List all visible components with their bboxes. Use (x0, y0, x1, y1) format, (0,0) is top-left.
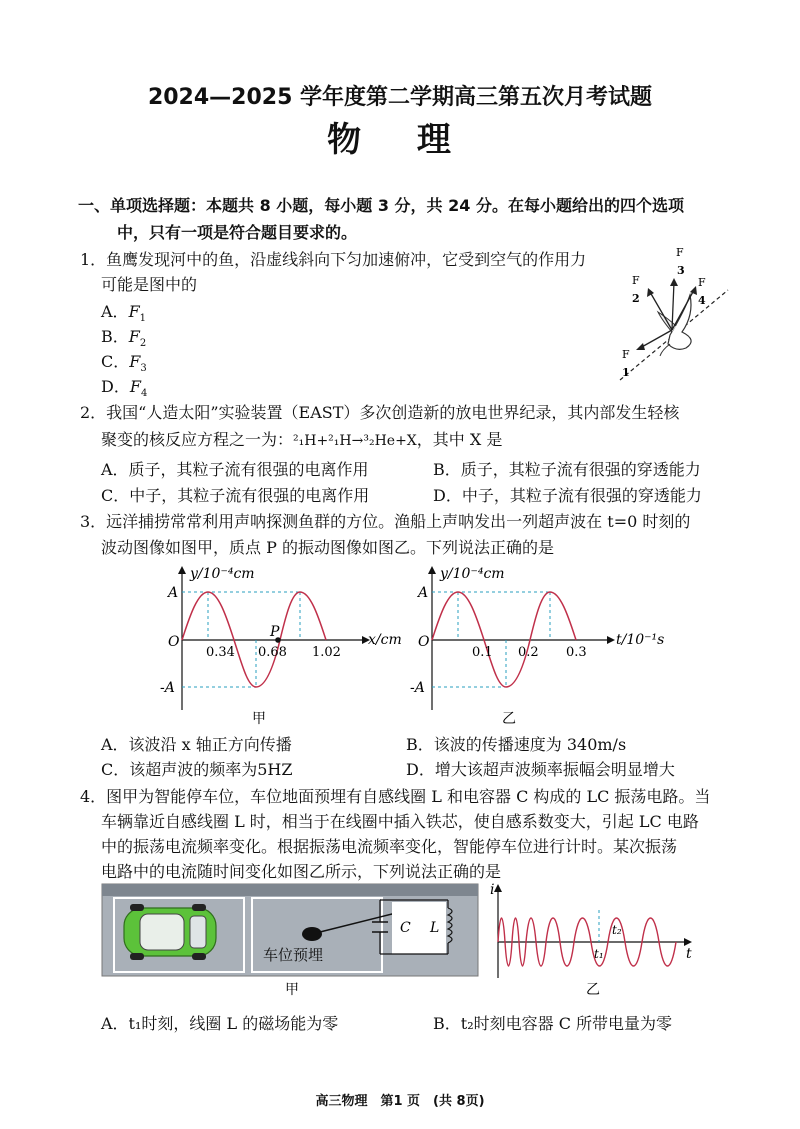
subject-title: 物 理 (327, 120, 473, 160)
graph1-tick-3: 1.02 (312, 645, 341, 660)
q2-option-c: C．中子，其粒子流有很强的电离作用 (101, 486, 370, 505)
q1-option-b: B．$F_2$ (101, 327, 147, 350)
capacitor-label: C (400, 920, 411, 936)
current-time-graph (486, 880, 706, 1000)
label-f1-num: 1 (622, 366, 630, 379)
q3-option-d: D．增大该超声波频率振幅会明显增大 (406, 760, 675, 779)
t1-label: t₁ (594, 947, 604, 961)
exam-title: 2024—2025 学年度第二学期高三第五次月考试题 (147, 85, 653, 110)
label-f2-num: 2 (632, 292, 640, 305)
label-f4-num: 4 (698, 294, 706, 307)
parking-label: 车位预埋 (263, 946, 324, 964)
q2-option-d: D．中子，其粒子流有很强的穿透能力 (433, 486, 702, 505)
graph1-tick-1: 0.34 (206, 645, 235, 660)
q1-option-d: D．$F_4$ (101, 377, 148, 400)
fig2-caption: 乙 (586, 982, 600, 998)
fig1-caption: 甲 (285, 982, 299, 998)
q1-option-a: A．$F_1$ (101, 302, 147, 325)
label-f3-num: 3 (677, 264, 685, 277)
graph1-origin: O (168, 634, 180, 650)
graph1-a: A (168, 585, 179, 601)
q1-stem-1: 1．鱼鹰发现河中的鱼，沿虚线斜向下匀加速俯冲，它受到空气的作用力 (80, 250, 587, 269)
graph-i-label: i (490, 882, 495, 898)
force-arrow-1 (640, 330, 672, 348)
q1-option-c: C．$F_3$ (101, 352, 147, 375)
q3-stem-2: 波动图像如图甲，质点 P 的振动图像如图乙。下列说法正确的是 (101, 538, 554, 557)
graph2-xlabel: t/10⁻¹s (616, 632, 665, 648)
vibration-graph-yi (410, 560, 670, 730)
label-f3: F (676, 246, 684, 259)
wave-graph-jia (160, 560, 410, 730)
force-arrow-2 (650, 292, 672, 330)
graph2-tick-2: 0.2 (518, 645, 539, 660)
graph1-neg-a: -A (160, 680, 175, 696)
graph2-ylabel: y/10⁻⁴cm (440, 566, 505, 582)
q4-stem-2: 车辆靠近自感线圈 L 时，相当于在线圈中插入铁芯，使自感系数变大，引起 LC 电路 (101, 812, 699, 831)
section-heading-2: 中，只有一项是符合题目要求的。 (117, 223, 358, 242)
graph2-tick-3: 0.3 (566, 645, 587, 660)
label-f4: F (698, 276, 706, 289)
graph2-neg-a: -A (410, 680, 425, 696)
graph1-p-label: P (270, 624, 280, 640)
q3-option-c: C．该超声波的频率为5HZ (101, 760, 293, 779)
q4-stem-3: 中的振荡电流频率变化。根据振荡电流频率变化，智能停车位进行计时。某次振荡 (101, 837, 678, 856)
graph1-tick-2: 0.68 (258, 645, 287, 660)
label-f2: F (632, 274, 640, 287)
graph1-ylabel: y/10⁻⁴cm (190, 566, 255, 582)
q2-stem-2: 聚变的核反应方程之一为：²₁H+²₁H→³₂He+X，其中 X 是 (101, 430, 503, 449)
q4-stem-1: 4．图甲为智能停车位，车位地面预埋有自感线圈 L 和电容器 C 构成的 LC 振荡电路。当 (80, 787, 711, 806)
graph-t-label: t (686, 946, 692, 962)
graph2-a: A (418, 585, 429, 601)
graph2-origin: O (418, 634, 430, 650)
q1-stem-2: 可能是图中的 (101, 275, 198, 294)
inductor-label: L (430, 920, 440, 936)
q2-stem-1: 2．我国“人造太阳”实验装置（EAST）多次创造新的放电世界纪录，其内部发生轻核 (80, 403, 680, 422)
graph2-tick-1: 0.1 (472, 645, 493, 660)
q4-option-b: B．t₂时刻电容器 C 所带电量为零 (433, 1014, 673, 1033)
osprey-force-diagram (610, 240, 740, 390)
q2-option-a: A．质子，其粒子流有很强的电离作用 (101, 460, 369, 479)
q4-option-a: A．t₁时刻，线圈 L 的磁场能为零 (101, 1014, 339, 1033)
q2-option-b: B．质子，其粒子流有很强的穿透能力 (433, 460, 701, 479)
nuclear-equation: ²₁H+²₁H→³₂He+X (293, 433, 417, 449)
q3-option-a: A．该波沿 x 轴正方向传播 (101, 735, 292, 754)
graph2-caption: 乙 (502, 711, 516, 727)
parking-lot-figure (100, 882, 485, 1002)
q4-stem-4: 电路中的电流随时间变化如图乙所示，下列说法正确的是 (101, 862, 502, 881)
graph1-caption: 甲 (252, 711, 266, 727)
graph1-xlabel: x/cm (368, 632, 402, 648)
page-footer: 高三物理 第1 页 (共 8页) (315, 1094, 485, 1109)
q3-stem-1: 3．远洋捕捞常常利用声呐探测鱼群的方位。渔船上声呐发出一列超声波在 t=0 时刻的 (80, 512, 691, 531)
coil-sensor (302, 927, 322, 941)
q3-option-b: B．该波的传播速度为 340m/s (406, 735, 627, 754)
section-heading-1: 一、单项选择题：本题共 8 小题，每小题 3 分，共 24 分。在每小题给出的四个选项 (78, 196, 684, 215)
t2-label: t₂ (612, 923, 622, 937)
label-f1: F (622, 348, 630, 361)
car-icon (124, 904, 216, 960)
